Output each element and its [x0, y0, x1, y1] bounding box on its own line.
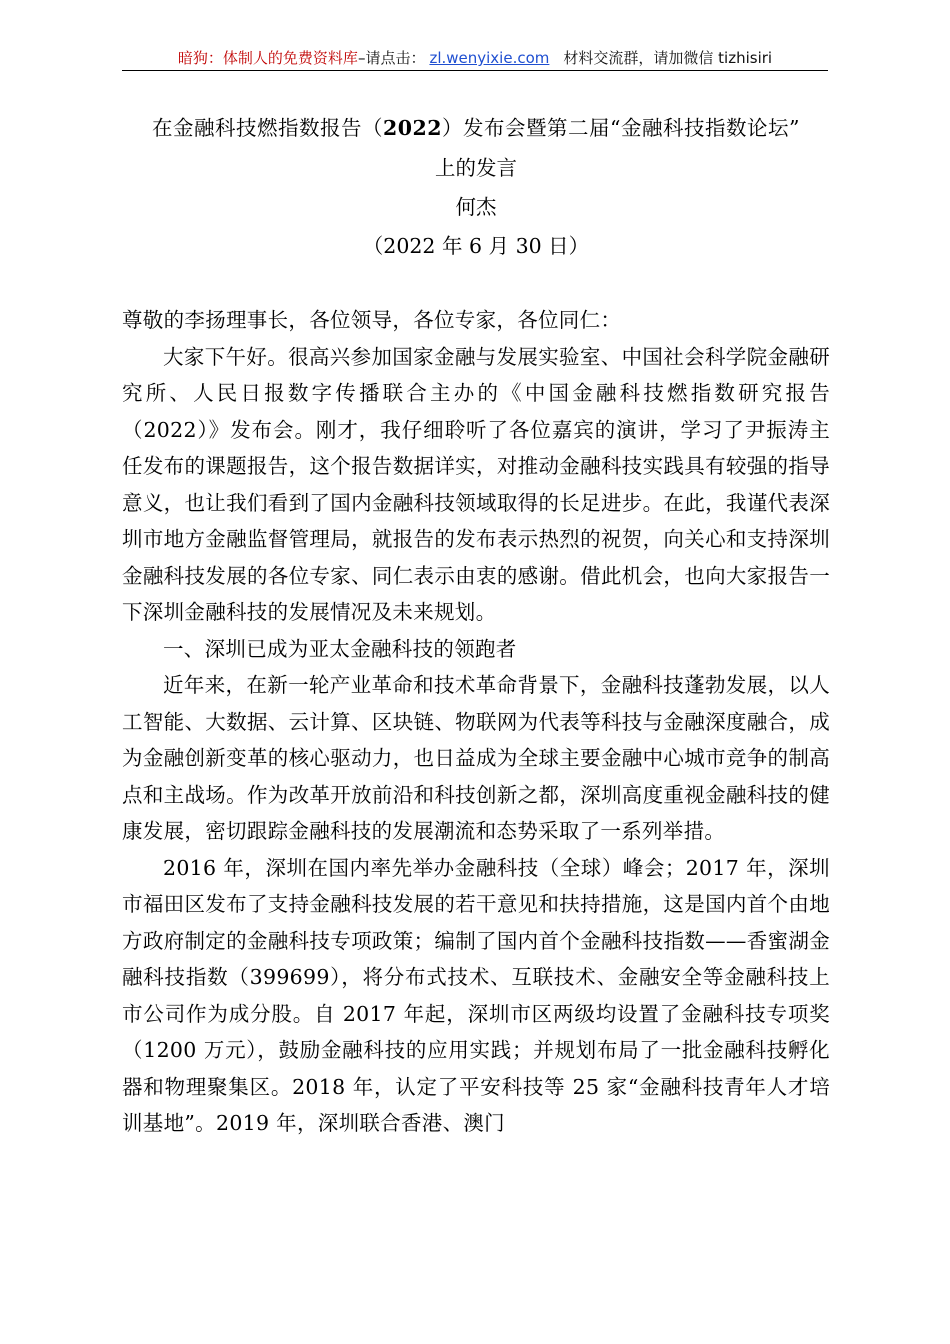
- doc-title: [122, 108, 830, 148]
- doc-author: 何杰: [455, 195, 497, 219]
- title-year: 2022: [382, 116, 443, 140]
- paragraph: 近年来，在新一轮产业革命和技术革命背景下，金融科技蓬勃发展，以人工智能、大数据、云计算、区块链、物联网为代表等科技与金融深度融合，成为金融创新变革的核心驱动力，也日益成为全球主要金融中心城市竞争的制高点和主战场。作为改革开放前沿和科技创新之都，深圳高度重视金融科技的健康发展，密切跟踪金融科技的发展潮流和态势采取了一系列举措。: [122, 673, 830, 843]
- wechat-text: 材料交流群，请加微信 tizhisiri: [563, 49, 773, 67]
- document-body: [122, 108, 830, 1142]
- website-link[interactable]: zl.wenyixie.com: [429, 49, 550, 67]
- doc-title-line2: 上的发言: [435, 156, 517, 180]
- section-heading: 一、深圳已成为亚太金融科技的领跑者: [163, 636, 517, 661]
- doc-date: （2022 年 6 月 30 日）: [362, 234, 590, 258]
- promo-text: 暗狗：体制人的免费资料库: [177, 49, 358, 67]
- paragraph: 2016 年，深圳在国内率先举办金融科技（全球）峰会；2017 年，深圳市福田区发布了支持金融科技发展的若干意见和扶持措施，这是国内首个由地方政府制定的金融科技专项政策；编制了国内首个金融科技指数——香蜜湖金融科技指数（399699），将分布式技术、互联技术、金融安全等金融科技上市公司作为成分股。自 2017 年起，深圳市区两级均设置了金融科技专项奖（1200 万元），鼓励金融科技的应用实践；并规划布局了一批金融科技孵化器和物理聚集区。2018 年，认定了平安科技等 25 家“金融科技青年人才培训基地”。2019 年，深圳联合香港、澳门: [122, 855, 830, 1135]
- title-part1: 在金融科技燃指数报告（: [151, 116, 383, 140]
- click-prompt: –请点击：: [357, 49, 426, 67]
- salutation: 尊敬的李扬理事长，各位领导，各位专家，各位同仁：: [122, 308, 622, 332]
- page-header: [122, 46, 828, 71]
- paragraph: 大家下午好。很高兴参加国家金融与发展实验室、中国社会科学院金融研究所、人民日报数字传播联合主办的《中国金融科技燃指数研究报告（2022）》发布会。刚才，我仔细聆听了各位嘉宾的演讲，学习了尹振涛主任发布的课题报告，这个报告数据详实，对推动金融科技实践具有较强的指导意义，也让我们看到了国内金融科技领域取得的长足进步。在此，我谨代表深圳市地方金融监督管理局，就报告的发布表示热烈的祝贺，向关心和支持深圳金融科技发展的各位专家、同仁表示由衷的感谢。借此机会，也向大家报告一下深圳金融科技的发展情况及未来规划。: [122, 344, 830, 624]
- title-part2: ）发布会暨第二届“金融科技指数论坛”: [442, 116, 801, 140]
